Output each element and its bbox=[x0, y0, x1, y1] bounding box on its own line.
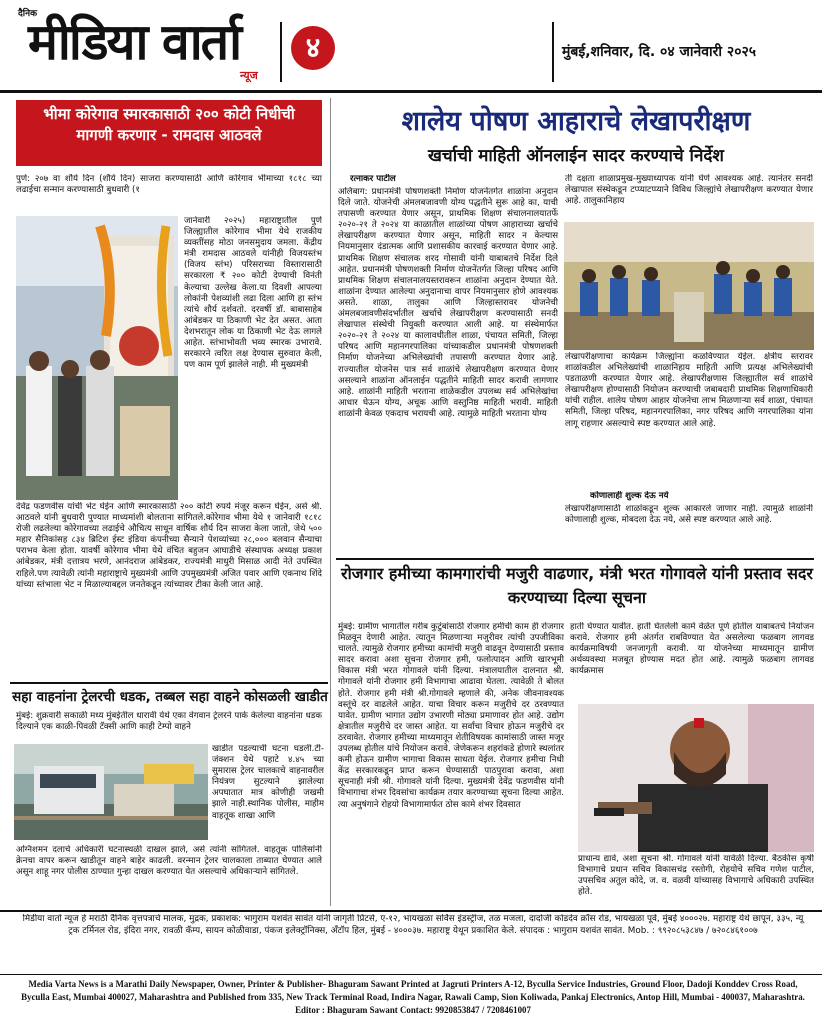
column-rule bbox=[330, 98, 331, 906]
story-headline: सहा वाहनांना ट्रेलरची धडक, तब्बल सहा वाहने कोसळली खाडीत bbox=[12, 689, 328, 705]
story-body: लेखापरीक्षणाचा कार्यक्रम जिल्ह्यांना कळविण्यात येईल. क्षेत्रीय स्तरावर शाळांकडील अभिलेख्यांची शाळानिहाय माहिती आणि प्रत्यक्ष अभिलेख्यांची पडताळणी करण्यात येणार आहे. लेखापरीक्षणास जिल्ह्यातील सर्व शाळांचे लेखापरीक्षण होण्यासाठी नियोजन करण्याची जबाबदारी प्राथमिक शिक्षणाधिकारी यांची राहील. शालेय पोषण आहार योजनेचा लाभ मिळणाऱ्या सर्व शाळा, पंचायत समिती, जिल्हा परिषद, महानगरपालिका, नगर परिषद आणि नगरपालिका यांना लागू राहणार असल्याचे स्पष्ट करण्यात आले आहे. bbox=[565, 352, 813, 429]
story-headline: भीमा कोरेगाव स्मारकासाठी २०० कोटी निधीची मागणी करणार - रामदास आठवले bbox=[16, 100, 322, 166]
story-subheadline: खर्चाची माहिती ऑनलाईन सादर करण्याचे निर्देश bbox=[428, 146, 724, 166]
news-photo bbox=[14, 744, 208, 840]
story-body: अग्निशमन दलाचे अधिकारी घटनास्थळी दाखल झाले, असे त्यांनी सांगितले. वाहतूक पोलिसांनी क्रेनचा वापर करून खाडीतून वाहने बाहेर काढली. वरन्मान ट्रेलर चालकाला ताब्यात घेण्यात आले असून शाहू नगर पोलीस ठाण्यात गुन्हा दाखल करण्यात येत असल्याचे अधिकाऱ्याने सांगितले. bbox=[16, 845, 322, 878]
section-divider bbox=[10, 682, 328, 684]
story-body: अलिबाग: प्रधानमंत्री पोषणशक्ती निर्माण योजनेंतर्गत शाळांना अनुदान दिले जाते. योजनेची अंमलबजावणी योग्य पद्धतीने सुरू आहे का, याची तपासणी करण्यात येणार असून, प्राथमिक शिक्षण संचालनालयातर्फे २०२०-२१ ते २०२४ या काळातील शाळांच्या पोषण आहाराच्या खर्चाचे लेखापरीक्षण करण्यात येणार असून, माहिती सादर न केल्यास नियमानुसार दंडात्मक आणि प्रशासकीय कारवाई करण्यात येणार आहे. प्राथमिक शिक्षण संचालक शरद गोसावी यांनी याबाबतचे निर्देश दिले आहेत. प्रधानमंत्री पोषणशक्ती निर्माण योजनेंतर्गत जिल्हा परिषद आणि प्राथमिक शिक्षण संचालनालयस्तरावरून शाळांना अनुदान देण्यात येते. शाळांना देण्यात आलेल्या अनुदानाचा वापर नियमानुसार होणे आवश्यक असते. शाळा, तालुका आणि जिल्हास्तरावर योजनेची अंमलबजावणीसंदर्भातील खर्चाचे लेखापरीक्षण करण्यासाठी सनदी लेखापाल संस्थेची नियुक्ती करण्यात आली आहे. या संस्थेमार्फत २०२०-२१ ते २०२४ या कालावधीतील शाळा, पंचायत समिती, जिल्हा परिषद आणि महानगरपालिका यांच्याकडील प्रधानमंत्री पोषणशक्ती निर्माण योजनेच्या अभिलेख्यांची तपासणी करण्यात येणार आहे. राज्यातील योजनेस पात्र सर्व शाळांचे लेखापरीक्षण करण्यात येणार असल्याने शाळांना ऑनलाईन पद्धतीने माहिती सादर करावी लागणार आहे. शाळांनी माहिती भरताना शाळेकडील उपलब्ध सर्व अभिलेखांचा आधार घेऊन योग्य, अचूक आणि वस्तुनिष्ठ माहिती भरावी. माहिती शाळांनी केवळ एकदाच भरायची आहे. त्यामुळे माहिती भरताना योग्य bbox=[338, 187, 558, 419]
footer-rule bbox=[0, 974, 822, 975]
dateline: मुंबई,शनिवार, दि. ०४ जानेवारी २०२५ bbox=[562, 44, 757, 60]
story-headline: रोजगार हमीच्या कामगारांची मजुरी वाढणार, मंत्री भरत गोगावले यांनी प्रस्ताव सदर करण्याच्या दिल्या सूचना bbox=[341, 564, 813, 607]
story-body: हाती घेण्यात यावीत. हाती घेतलेली कामे वेळेत पूर्ण होतील याबाबतचे नियोजन करावे. रोजगार हमी अंतर्गत राबविण्यात येत असलेल्या फळबाग लागवड कार्यक्रमाविषयी जनजागृती करावी. या योजनेच्या माध्यमातून ग्रामीण अर्थव्यवस्था मजबूत होण्यास मदत होत आहे. त्यामुळे फळबाग लागवड कार्यक्रमास bbox=[570, 622, 814, 677]
footer-rule bbox=[0, 910, 822, 912]
news-photo bbox=[578, 704, 814, 852]
story-headline: शालेय पोषण आहाराचे लेखापरीक्षण bbox=[401, 106, 751, 137]
masthead bbox=[0, 0, 822, 92]
story-body: मुंबई: ग्रामीण भागातील गरीब कुटुंबांसाठी रोजगार हमीची काम ही रोजगार मिळवून देणारी आहेत. त्यातून मिळणाऱ्या मजुरीवर त्यांची उपजीविका चालते. त्यामुळे रोजगार हमीच्या कामांची मजुरी वाढवून देण्यासाठी प्रस्ताव सादर करावा अशा सूचना रोजगार हमी, फलोत्पादन आणि खारभूमी विकास मंत्री भरत गोगावले यांनी दिल्या. मंत्रालयातील दालनात श्री. गोगावले यांनी रोजगार हमी विभागाचा आढावा घेतला. त्यावेळी ते बोलत होते. रोजगार हमी मंत्री श्री.गोगावले म्हणाले की, अनेक जीवनावश्यक वस्तूंचे दर वाढलेले आहेत. याचा विचार करून मजुरीचे दर ठरवण्यात यावेत. ग्रामीण भागात उद्योग उभारणी मोठ्या प्रमाणावर होत आहे. उद्योग क्षेत्रातील मजुरीचे दर जास्त आहेत. या सर्वांचा विचार होऊन मजुरीचे दर ठरवावेत. रोजगार हमीच्या माध्यमातून शेतीविषयक कामांसाठी जास्त मजूर उपलब्ध होतील यांचे नियोजन करावे. जेणेकरून शहरांकडे होणारे स्थलांतर कमी होऊन ग्रामीण भागाचा विकास साधता येईल. रोजगार हमीचा निधी केंद्र सरकारकडून प्राप्त करून घेण्यासाठी पाठपुरावा करावा, अशा सूचनाही मंत्री श्री. गोगावले यांनी दिल्या. मुख्यमंत्री देवेंद्र फडणवीस यांनी विभागाचा शंभर दिवसांचा कार्यक्रम तयार करण्याच्या सूचना दिल्या आहेत. त्या अनुषंगाने रोहयो विभागामार्फत ठोस कामे शंभर दिवसात bbox=[338, 622, 564, 810]
logo-news-tag: न्यूज bbox=[240, 69, 258, 82]
section-divider bbox=[336, 558, 814, 560]
byline: रत्नाकर पाटील bbox=[350, 174, 396, 184]
story-body: ती दक्षता शाळाप्रमुख-मुख्याध्यापक यांनी घेणे आवश्यक आहे. त्यानंतर सनदी लेखापाल संस्थेकडून टप्प्याटप्प्याने विविध जिल्ह्यांचे लेखापरीक्षण करण्यात येणार आहे. तालुकानिहाय bbox=[565, 174, 813, 207]
story-body: लेखापरीक्षणासाठी शाळांकडून शुल्क आकारले जाणार नाही. त्यामुळे शाळांनी कोणालाही शुल्क, मोबदला देऊ नये, असे स्पष्ट करण्यात आले आहे. bbox=[565, 504, 813, 526]
story-subheadline: कोणालाही शुल्क देऊ नये bbox=[590, 491, 669, 501]
story-body: देवेंद्र फडणवीस यांची भेट घेईन आणि स्मारकासाठी २०० कोटी रुपये मंजूर करून घेईन, असे श्री. आठवले यांनी बुधवारी पुण्यात माध्यमांशी बोलताना सांगितले.कोरेगाव भीमा येथे १ जानेवारी १८१८ रोजी लढलेल्या कोरेगावच्या लढाईचे औचित्य साधून वार्षिक शौर्य दिन साजरा केला जातो, जेथे ५०० महार सैनिकांसह ८३४ ब्रिटिश ईस्ट इंडिया कंपनीच्या सैन्याने पेशव्यांच्या २८,००० बलवान सैन्याचा पराभव केला होता. यावर्षी कोरेगाव भीमा येथे वंचित बहुजन आघाडीचे संस्थापक अध्यक्ष प्रकाश आंबेडकर, मंत्री दत्तात्रय भरणे, आनंदराज आंबेडकर, राज्यमंत्री माधुरी मिसाळ आदी नेते उपस्थित राहिले.पण त्यावेळी त्यांनी महाराष्ट्राचे मुख्यमंत्री आणि उपमुख्यमंत्री अजित पवार आणि एकनाथ शिंदे यांच्या स्तंभाला भेट न मिळाल्याबद्दल जनतेकडून त्यांच्यावर टीका केली जात आहे. bbox=[16, 502, 322, 590]
story-intro: पुणे: २०७ वा शौर्य दिन (शौर्य दिन) साजरा करण्यासाठी आणि कोरेगाव भीमाच्या १८१८ च्या लढाईचा सन्मान करण्यासाठी बुधवारी (१ bbox=[16, 174, 322, 196]
masthead-rule bbox=[0, 90, 822, 93]
story-body: प्राधान्य द्यावे, अशा सूचना श्री. गोगावले यांनी यावेळी दिल्या. बैठकीस कृषी विभागाचे प्रधान सचिव विकासचंद्र रस्तोगी, रोहयोचे सचिव गणेश पाटील, उपसचिव अतुल कोदे, ज. व. वळवी यांच्यासह विभागाचे अधिकारी उपस्थित होते. bbox=[578, 854, 814, 898]
page-number-badge: ४ bbox=[291, 26, 335, 70]
news-photo bbox=[16, 216, 178, 500]
imprint-marathi: मिडीया वार्ता न्यूज हे मराठी दैनिक वृत्तपत्राचे मालक, मुद्रक, प्रकाशक: भागुराम यशवंत सावंत यांनी जागृती प्रिंटर्स, ए-१२, भायखळा सर्विस इंडस्ट्रीज, तळ मजला, दादोजी कोंडदेव क्रॉस रोड, भायखळा पूर्व, मुंबई ४०००२७. महाराष्ट्र येथे छापून, ३३५, न्यू ट्रक टर्मिनल रोड, इंदिरा नगर, रावळी कॅम्प, सायन कोळीवाडा, पंकज इलेक्ट्रॉनिक्स, अँटॉप हिल, मुंबई - ४०००३७. महाराष्ट्र येथून प्रकाशित केले. संपादक : भागुराम यशवंत सावंत. Mob. : ९९२०८५३८४७ / ७२०८४६१००७ bbox=[22, 914, 804, 936]
imprint-english: Media Varta News is a Marathi Daily Newspaper, Owner, Printer & Publisher- Bhaguram Sawant Printed at Jagruti Printers A-12, Byculla Service Industries, Ground Floor, Dadoji Konddev Cross Road, Byculla East, Mumbai 400027, Maharashtra and Published from 335, New Track Terminal Road, Indira Nagar, Rawali Camp, Sion Koliwada, Pankaj Electronics, Antop Hill, Mumbai - 400037, Maharashtra. Editor : Bhaguram Sawant Contact: 9920853847 / 7208461007 bbox=[21, 979, 805, 1015]
story-intro: मुंबई: शुक्रवारी सकाळी मध्य मुंबईतील धारावी येथे एका वेगवान ट्रेलरने पार्क केलेल्या वाहनांना धडक दिल्याने एक काळी-पिवळी टॅक्सी आणि काही टेम्पो वाहने bbox=[16, 711, 322, 733]
story-body-beside-photo: खाडीत पडल्याची घटना घडली.टी-जंक्शन येथे पहाटे ४.४५ च्या सुमारास ट्रेलर चालकाचे वाहनावरील नियंत्रण सुटल्याने झालेल्या अपघातात मात्र कोणीही जखमी झाले नाही.स्थानिक पोलीस, माहीम वाहतूक शाखा आणि bbox=[212, 744, 324, 821]
newspaper-logo: मीडिया वार्ता bbox=[28, 13, 241, 71]
masthead-divider bbox=[280, 22, 282, 82]
masthead-small-label: दैनिक bbox=[18, 9, 38, 19]
masthead-divider bbox=[552, 22, 554, 82]
story-body-beside-photo: जानेवारी २०२५) महाराष्ट्रातील पुणे जिल्ह्यातील कोरेगाव भीमा येथे राजकीय व्यक्तींसह मोठा जनसमुदाय जमला. केंद्रीय मंत्री रामदास आठवले यांनीही विजयस्तंभ (विजय स्तंभ) परिसराच्या विस्तारासाठी सरकारला ₹ २०० कोटी देण्याची विनंती केल्याचा उल्लेख केला.या दिवशी आपल्या लोकांनी पेशव्यांशी लढा दिला आणि हा स्तंभ त्यांचे शौर्य दर्शवतो. दरवर्षी डॉ. बाबासाहेब आंबेडकर या ठिकाणी भेट देत असत. आता देशभरातून लोक या ठिकाणी भेट देऊ लागले आहेत. स्तंभाभोवती भव्य स्मारक उभारावे. सरकारने त्वरित लक्ष देण्यास सुरुवात केली, पण काम पूर्ण झालेले नाही. मी मुख्यमंत्री bbox=[184, 216, 322, 371]
news-photo bbox=[564, 222, 814, 350]
